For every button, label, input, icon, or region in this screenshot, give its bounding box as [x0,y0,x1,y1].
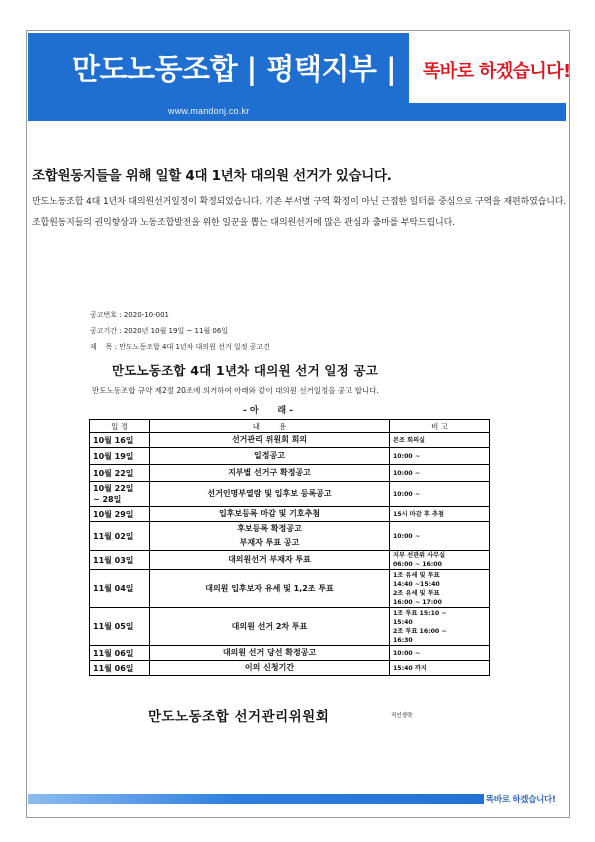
cell-date: 11월 06일 [90,646,150,661]
cell-date: 10월 19일 [90,448,150,465]
cell-content: 대의원 입후보자 유세 및 1,2조 투표 [150,570,390,608]
cell-note: 10:00 ~ [390,482,490,507]
schedule-table [89,419,490,676]
cell-content: 입후보등록 마감 및 기호추첨 [150,507,390,522]
header-slogan-box [409,33,571,103]
table-row [90,551,490,570]
cell-content: 대의원선거 부재자 투표 [150,551,390,570]
table-row [90,433,490,448]
cell-note: 10:00 ~ [390,465,490,482]
cell-date: 10월 16일 [90,433,150,448]
cell-date: 10월 29일 [90,507,150,522]
header-content: 내 용 [150,420,390,433]
cell-content: 대의원 선거 당선 확정공고 [150,646,390,661]
cell-note: 지부 선관위 사무실 06:00 ~ 16:00 [390,551,490,570]
table-row [90,522,490,551]
notice-period: 공고기간 : 2020년 10월 19일 ~ 11월 06일 [90,327,229,335]
cell-note: 15:40 까지 [390,661,490,676]
cell-content: 이의 신청기간 [150,661,390,676]
notice-below-label: - 아 래 - [243,406,293,416]
table-row [90,646,490,661]
cell-content: 일정공고 [150,448,390,465]
header-date: 일 정 [90,420,150,433]
cell-note: 1조 유세 및 투표 14:40 ~15:40 2조 유세 및 투표 16:00 ~ 17:00 [390,570,490,608]
header-slogan: 똑바로 하겠습니다! [423,61,571,82]
header-note: 비 고 [390,420,490,433]
cell-date: 11월 05일 [90,608,150,646]
table-row [90,482,490,507]
cell-note: 10:00 ~ [390,646,490,661]
table-row [90,661,490,676]
table-row [90,570,490,608]
notice-title: 만도노동조합 4대 1년차 대의원 선거 일정 공고 [112,363,379,378]
cell-content: 선거인명부열람 및 입후보 등록공고 [150,482,390,507]
committee-name: 만도노동조합 선거관리위원회 [148,709,330,725]
seal-omitted: 직인생략 [391,713,413,719]
table-row [90,448,490,465]
cell-date: 10월 22일 [90,465,150,482]
cell-date: 10월 22일 ~ 28일 [90,482,150,507]
cell-note: 15시 마감 후 추첨 [390,507,490,522]
table-row [90,507,490,522]
header-banner [28,33,571,121]
schedule-header-row [90,420,490,433]
cell-date: 11월 02일 [90,522,150,551]
cell-content: 대의원 선거 2차 투표 [150,608,390,646]
article-headline: 조합원동지들을 위해 일할 4대 1년차 대의원 선거가 있습니다. [32,168,392,184]
header-url[interactable]: www.mandonj.co.kr [168,106,250,116]
cell-note: 1조 투표 15:10 ~ 15:40 2조 투표 16:00 ~ 16:30 [390,608,490,646]
table-row [90,465,490,482]
cell-date: 11월 03일 [90,551,150,570]
cell-content: 지부별 선거구 확정공고 [150,465,390,482]
header-title: 만도노동조합 | 평택지부 | [72,52,397,86]
article-body: 만도노동조합 4대 1년차 대의원선거일정이 확정되었습니다. 기존 부서별 구역 확정이 아닌 근접한 일터를 중심으로 구역을 재편하였습니다. 조합원동지들의 권익향상과 노동조합발전을 위한 일꾼을 뽑는 대의원선거에 많은 관심과 출마를 부탁드립니다. [32,197,566,228]
cell-content: 후보등록 확정공고 부재자 투표 공고 [150,522,390,551]
cell-content: 선거관리 위원회 회의 [150,433,390,448]
cell-date: 11월 04일 [90,570,150,608]
cell-date: 11월 06일 [90,661,150,676]
table-row [90,608,490,646]
cell-note: 10:00 ~ [390,522,490,551]
notice-description: 만도노동조합 규약 제2절 20조에 의거하여 아래와 같이 대의원 선거일정을 공고 합니다. [92,386,379,395]
notice-subject: 제 목 : 만도노동조합 4대 1년차 대의원 선거 일정 공고건 [90,343,270,351]
cell-note: 10:00 ~ [390,448,490,465]
notice-number: 공고번호 : 2020-10-001 [90,311,169,319]
footer-bar [28,794,540,804]
cell-note: 본조 회의실 [390,433,490,448]
footer-slogan: 똑바로 하겠습니다! [486,795,556,805]
